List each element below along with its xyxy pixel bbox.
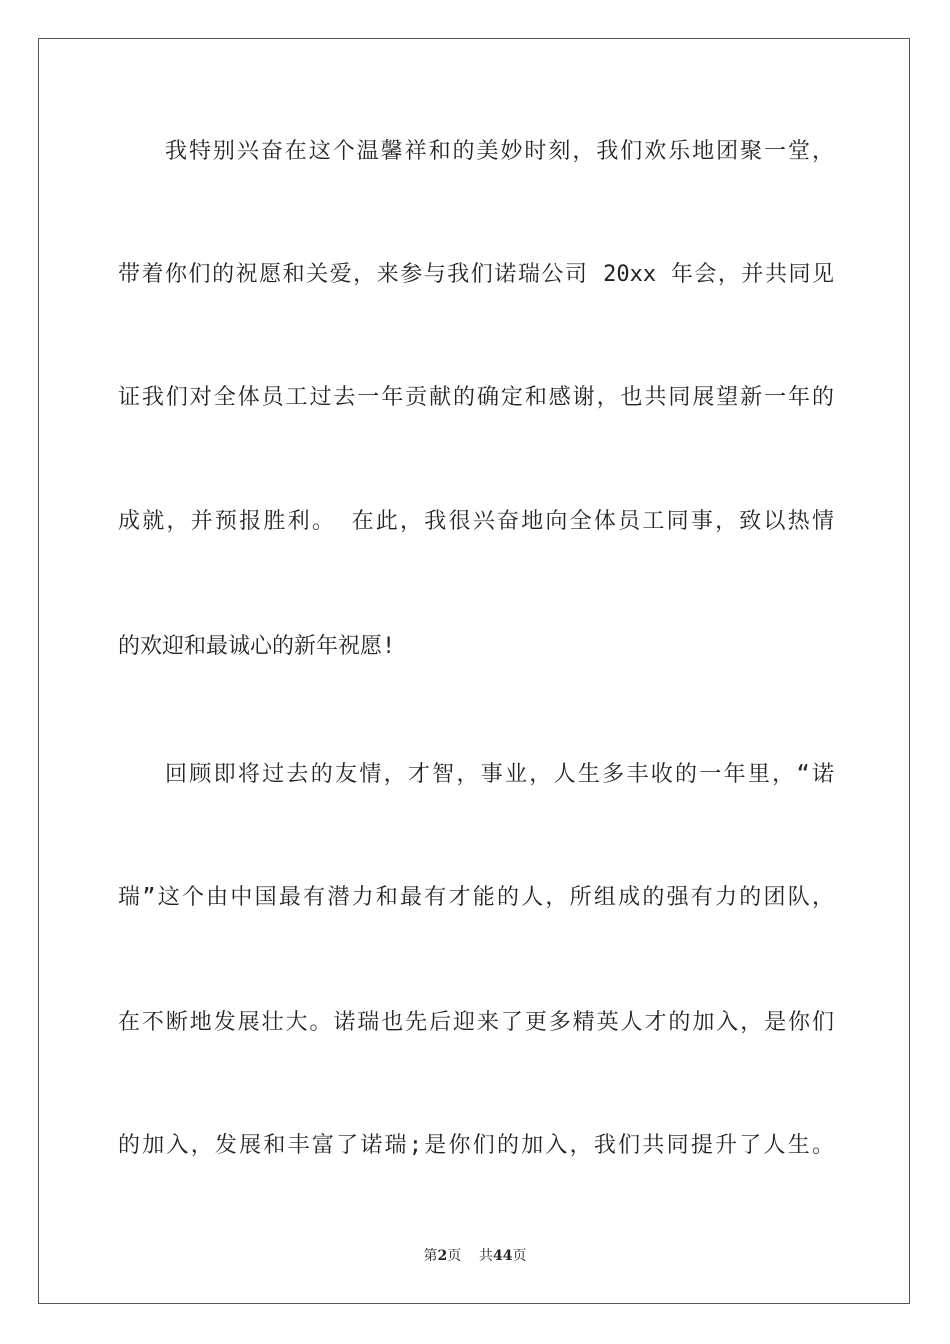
total-pages: 44 [493, 1248, 513, 1264]
page-prefix: 第 [423, 1248, 438, 1264]
page-number: 2 [437, 1248, 448, 1264]
paragraph-2-line-2: 瑞”这个由中国最有潜力和最有才能的人，所组成的强有力的团队， [118, 885, 834, 910]
paragraph-1-line-3: 证我们对全体员工过去一年贡献的确定和感谢，也共同展望新一年的 [118, 385, 834, 410]
total-suffix: 页 [512, 1248, 527, 1264]
paragraph-1-line-2: 带着你们的祝愿和关爱，来参与我们诺瑞公司 20xx 年会，并共同见 [118, 262, 834, 287]
page-suffix: 页 [447, 1248, 462, 1264]
paragraph-1-line-4: 成就，并预报胜利。 在此，我很兴奋地向全体员工同事，致以热情 [118, 509, 834, 534]
page-border [38, 38, 910, 1304]
paragraph-2-line-4: 的加入，发展和丰富了诺瑞;是你们的加入，我们共同提升了人生。 [118, 1133, 834, 1158]
paragraph-1-line-1: 我特别兴奋在这个温馨祥和的美妙时刻，我们欢乐地团聚一堂， [165, 139, 834, 164]
paragraph-1-line-5: 的欢迎和最诚心的新年祝愿! [118, 634, 396, 659]
paragraph-2-line-3: 在不断地发展壮大。诺瑞也先后迎来了更多精英人才的加入，是你们 [118, 1010, 834, 1035]
total-prefix: 共 [479, 1248, 494, 1264]
paragraph-2-line-1: 回顾即将过去的友情，才智，事业，人生多丰收的一年里，“诺 [165, 762, 834, 787]
page-footer [0, 1245, 950, 1265]
